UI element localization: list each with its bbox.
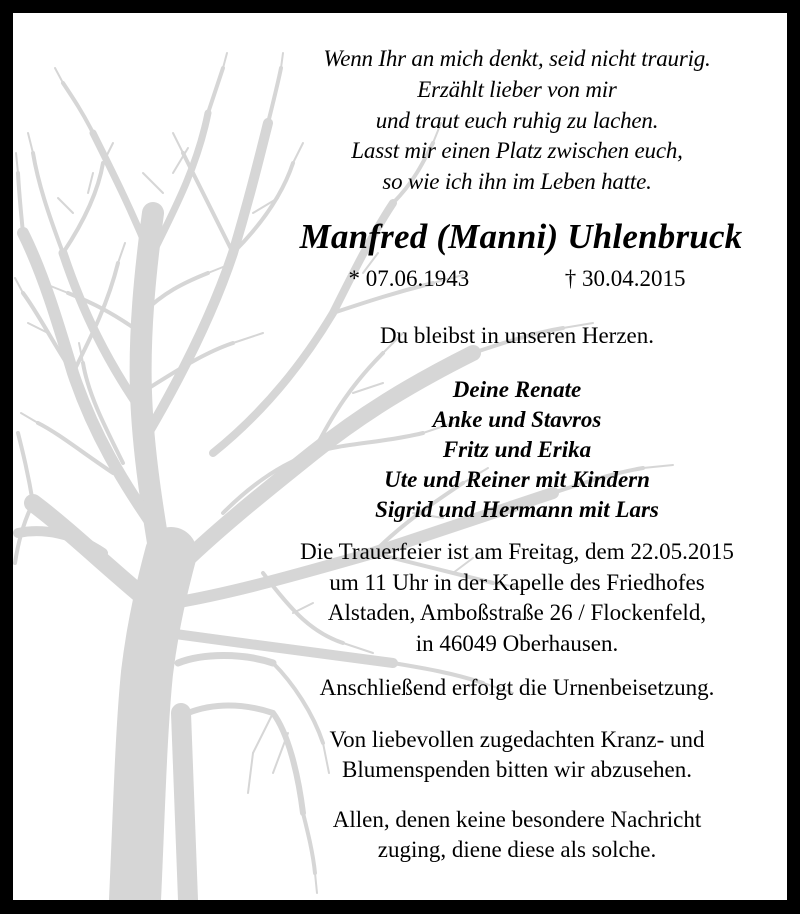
death-date: † 30.04.2015 [564,266,686,291]
poem-line: Erzählt lieber von mir [417,77,617,102]
obituary-text [245,13,787,900]
ceremony-line: um 11 Uhr in der Kapelle des Friedhofes [329,570,705,595]
obituary-card [13,13,787,900]
ceremony-line: Alstaden, Amboßstraße 26 / Flockenfeld, [327,600,707,625]
family-member: Sigrid und Hermann mit Lars [375,497,659,522]
poem-line: Lasst mir einen Platz zwischen euch, [351,138,683,163]
deceased-name: Manfred (Manni) Uhlenbruck [299,217,743,256]
poem-line: so wie ich ihn im Leben hatte. [382,169,652,194]
ceremony-line: in 46049 Oberhausen. [415,631,619,656]
poem-line: Wenn Ihr an mich denkt, seid nicht traurig. [323,46,711,71]
life-dates [245,266,787,292]
flowers-line: Blumenspenden bitten wir abzusehen. [341,757,693,782]
farewell-line: Du bleibst in unseren Herzen. [379,323,654,348]
ceremony-line: Die Trauerfeier ist am Freitag, dem 22.05.2015 [300,539,734,564]
notice-line: Allen, denen keine besondere Nachricht [332,807,702,832]
notice-line: zuging, diene diese als solche. [377,837,657,862]
birth-date: * 07.06.1943 [348,266,470,291]
poem-line: und traut euch ruhig zu lachen. [375,108,659,133]
flowers-line: Von liebevollen zugedachten Kranz- und [329,727,705,752]
family-member: Anke und Stavros [432,407,602,432]
family-member: Fritz und Erika [442,437,592,462]
family-member: Ute und Reiner mit Kindern [384,467,650,492]
burial-line: Anschließend erfolgt die Urnenbeisetzung. [319,675,715,700]
family-member: Deine Renate [452,377,582,402]
